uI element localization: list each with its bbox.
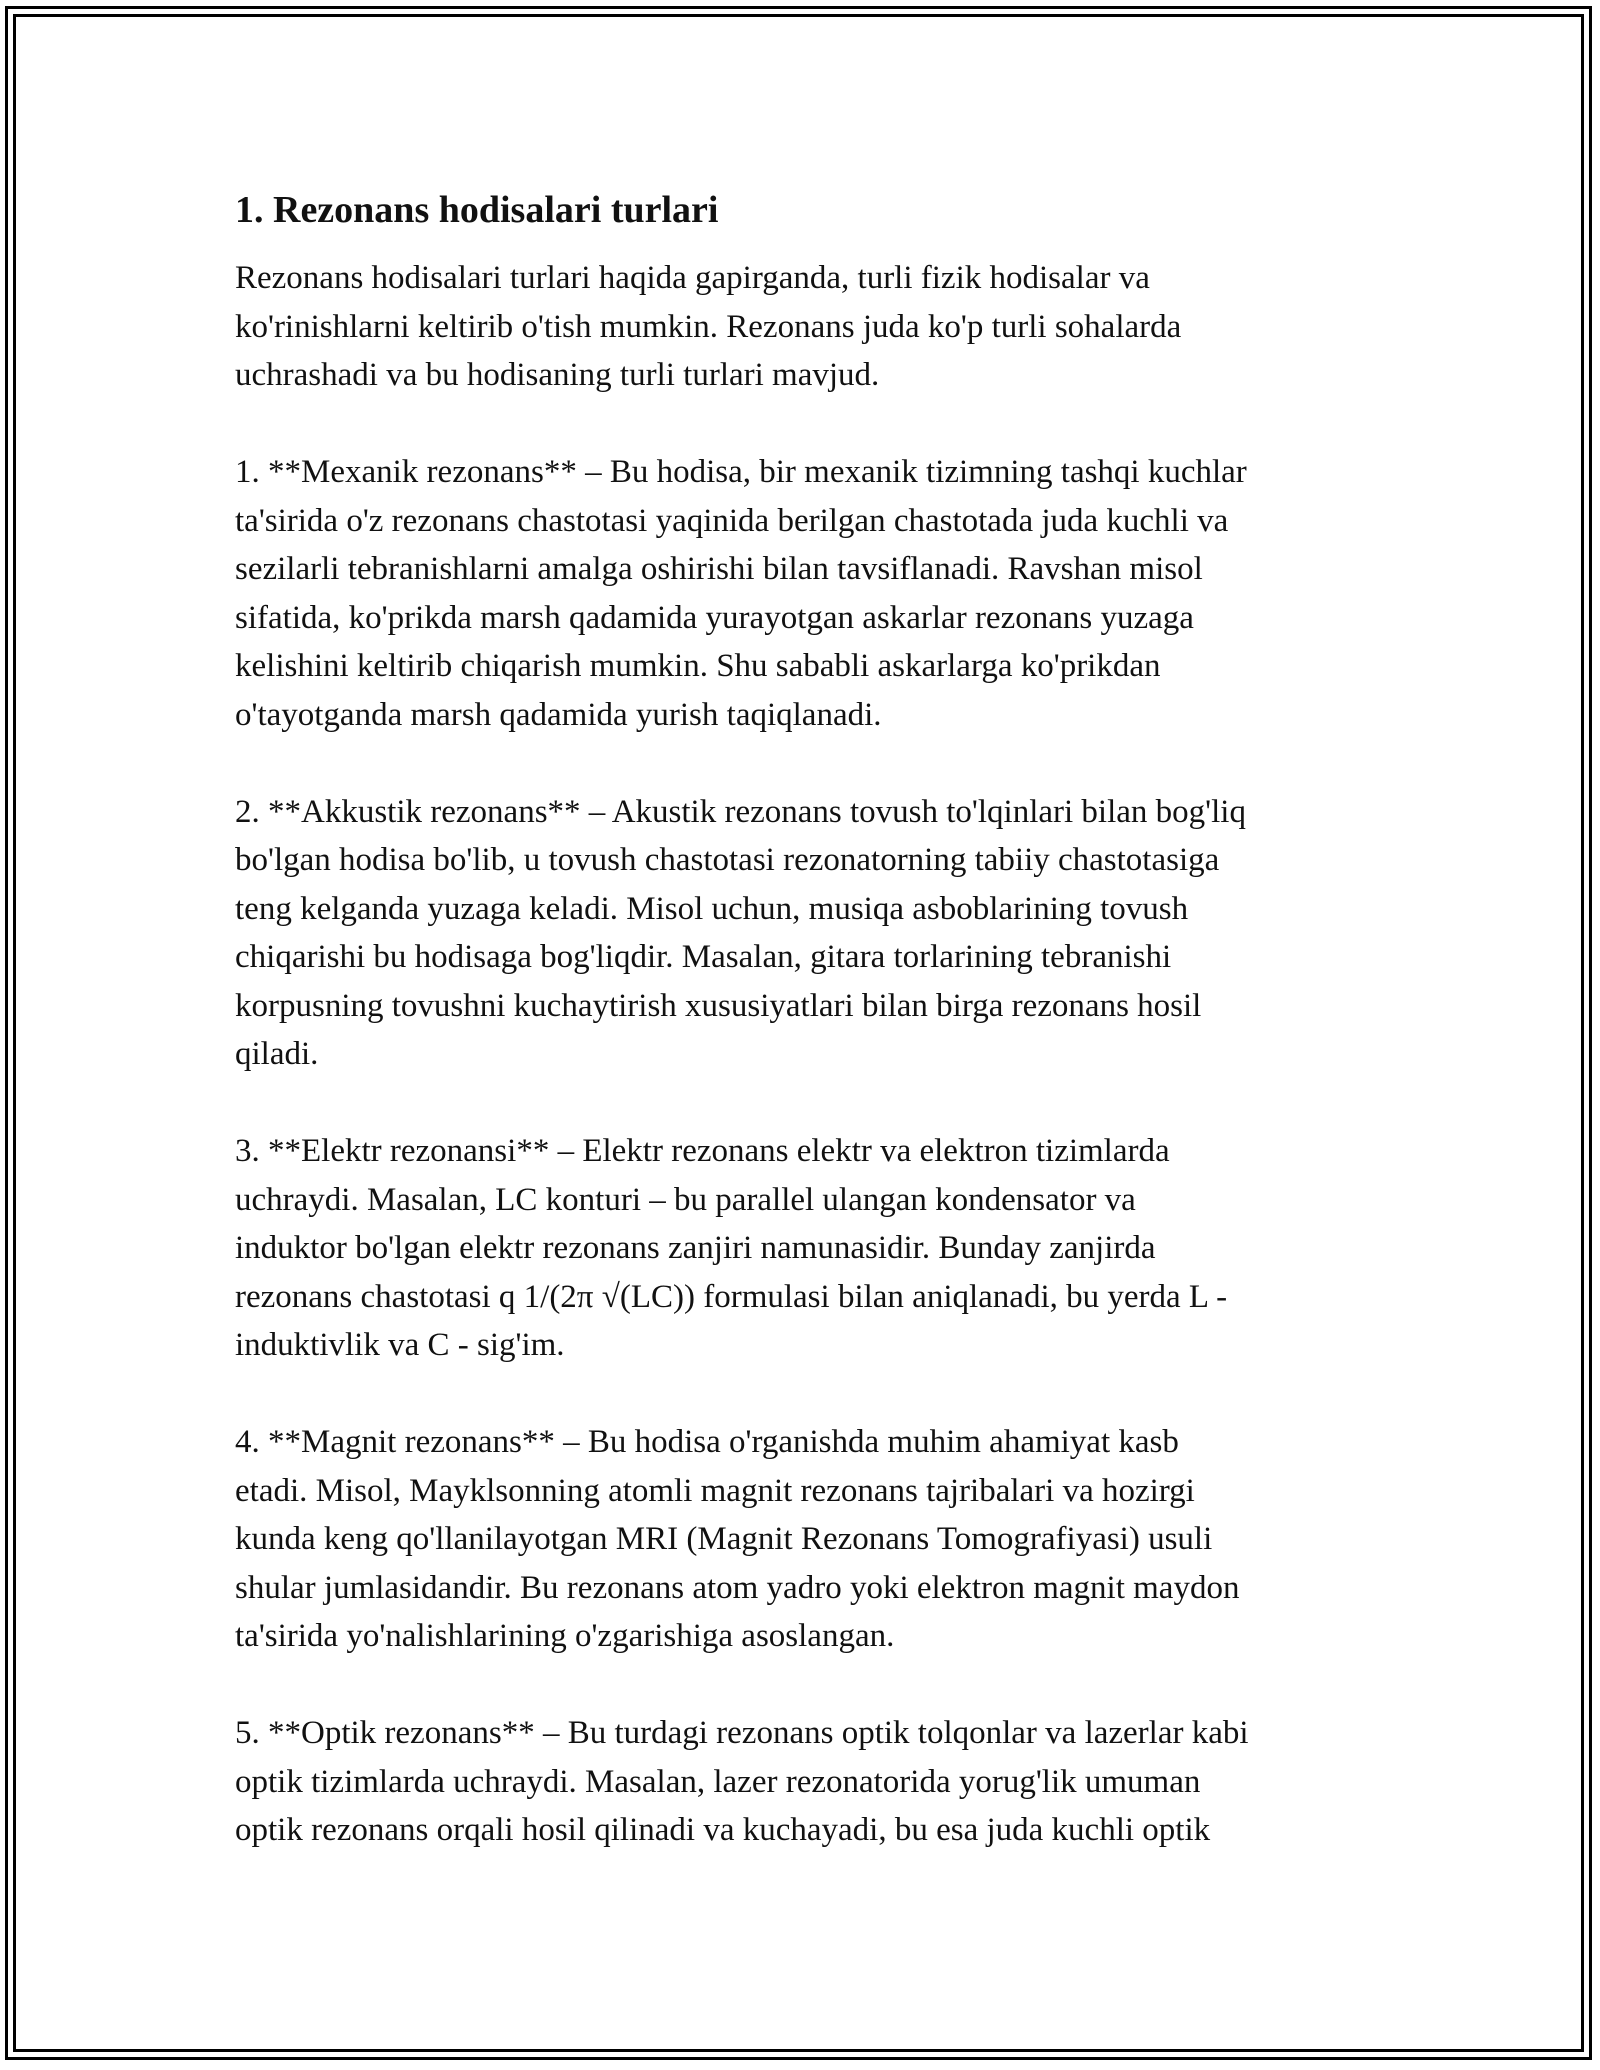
paragraph	[235, 254, 1375, 400]
text-line: ta'sirida yo'nalishlarining o'zgarishiga asoslangan.	[235, 1618, 895, 1654]
text-line: 4. **Magnit rezonans** – Bu hodisa o'rganishda muhim ahamiyat kasb	[235, 1424, 1179, 1460]
text-line: chiqarishi bu hodisaga bog'liqdir. Masalan, gitara torlarining tebranishi	[235, 939, 1172, 975]
text-line: kelishini keltirib chiqarish mumkin. Shu sababli askarlarga ko'prikdan	[235, 648, 1161, 684]
text-line: qiladi.	[235, 1036, 319, 1072]
text-line: ta'sirida o'z rezonans chastotasi yaqinida berilgan chastotada juda kuchli va	[235, 502, 1229, 539]
text-line: 5. **Optik rezonans** – Bu turdagi rezonans optik tolqonlar va lazerlar kabi	[235, 1715, 1249, 1751]
paragraph	[235, 448, 1375, 739]
text-line: sezilarli tebranishlarni amalga oshirishi bilan tavsiflanadi. Ravshan misol	[235, 551, 1203, 587]
text-line: rezonans chastotasi q 1/(2π √(LC)) formulasi bilan aniqlanadi, bu yerda L -	[235, 1278, 1228, 1315]
text-line: 1. **Mexanik rezonans** – Bu hodisa, bir mexanik tizimning tashqi kuchlar	[235, 454, 1247, 490]
text-line: o'tayotganda marsh qadamida yurish taqiqlanadi.	[235, 696, 882, 733]
text-line: teng kelganda yuzaga keladi. Misol uchun, musiqa asboblarining tovush	[235, 890, 1189, 927]
document-body	[235, 186, 1375, 1903]
text-line: korpusning tovushni kuchaytirish xususiyatlari bilan birga rezonans hosil	[235, 987, 1202, 1024]
text-line: induktor bo'lgan elektr rezonans zanjiri namunasidir. Bunday zanjirda	[235, 1230, 1156, 1266]
text-line: kunda keng qo'llanilayotgan MRI (Magnit Rezonans Tomografiyasi) usuli	[235, 1521, 1213, 1557]
text-line: bo'lgan hodisa bo'lib, u tovush chastotasi rezonatorning tabiiy chastotasiga	[235, 842, 1220, 878]
paragraph-list	[235, 254, 1375, 1855]
paragraph	[235, 1709, 1375, 1855]
text-line: uchrashadi va bu hodisaning turli turlari mavjud.	[235, 357, 880, 393]
text-line: optik tizimlarda uchraydi. Masalan, lazer rezonatorida yorug'lik umuman	[235, 1763, 1201, 1800]
text-line: Rezonans hodisalari turlari haqida gapirganda, turli fizik hodisalar va	[235, 260, 1150, 296]
text-line: induktivlik va C - sig'im.	[235, 1327, 565, 1363]
paragraph	[235, 788, 1375, 1079]
section-heading: 1. Rezonans hodisalari turlari	[235, 189, 719, 231]
paragraph	[235, 1127, 1375, 1370]
text-line: 2. **Akkustik rezonans** – Akustik rezonans tovush to'lqinlari bilan bog'liq	[235, 793, 1246, 830]
text-line: 3. **Elektr rezonansi** – Elektr rezonans elektr va elektron tizimlarda	[235, 1133, 1170, 1169]
paragraph	[235, 1418, 1375, 1661]
text-line: optik rezonans orqali hosil qilinadi va kuchayadi, bu esa juda kuchli optik	[235, 1812, 1211, 1848]
text-line: ko'rinishlarni keltirib o'tish mumkin. Rezonans juda ko'p turli sohalarda	[235, 308, 1182, 345]
text-line: uchraydi. Masalan, LC konturi – bu parallel ulangan kondensator va	[235, 1181, 1136, 1218]
text-line: sifatida, ko'prikda marsh qadamida yurayotgan askarlar rezonans yuzaga	[235, 599, 1194, 636]
text-line: shular jumlasidandir. Bu rezonans atom yadro yoki elektron magnit maydon	[235, 1569, 1240, 1606]
text-line: etadi. Misol, Mayklsonning atomli magnit rezonans tajribalari va hozirgi	[235, 1472, 1195, 1509]
